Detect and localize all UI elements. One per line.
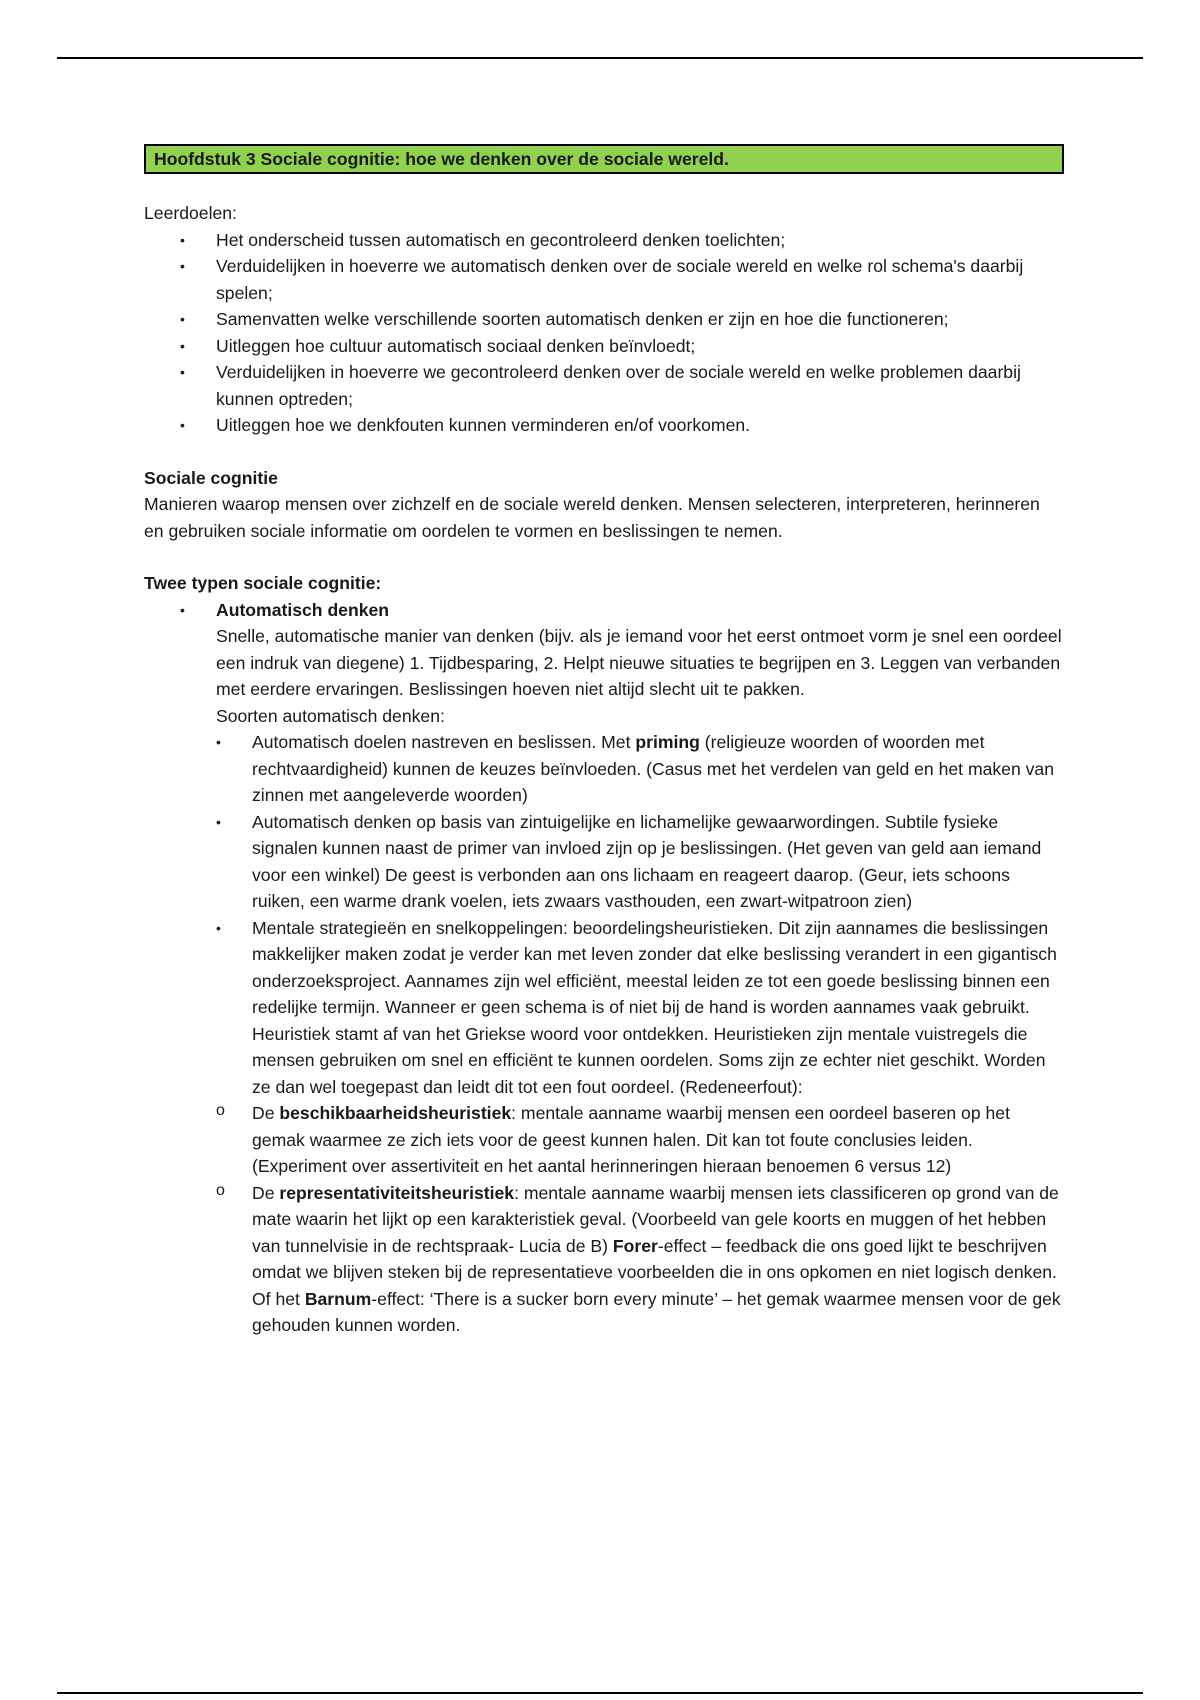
footer-rule [57, 1692, 1143, 1694]
sociale-cognitie-text: Manieren waarop mensen over zichzelf en de sociale wereld denken. Mensen selecteren, interpreteren, herinneren en gebruiken sociale informatie om oordelen te vormen en beslissingen te nemen. [144, 494, 1040, 541]
list-item: • Verduidelijken in hoeverre we gecontroleerd denken over de sociale wereld en welke problemen daarbij kunnen optreden; [144, 359, 1064, 412]
typen-list [144, 597, 1064, 1101]
bullet-icon: • [216, 919, 221, 936]
sociale-cognitie-heading: Sociale cognitie [144, 467, 278, 488]
list-item: • Uitleggen hoe cultuur automatisch sociaal denken beïnvloedt; [144, 333, 1064, 360]
leerdoelen-label: Leerdoelen: [144, 203, 237, 223]
list-item: • Uitleggen hoe we denkfouten kunnen verminderen en/of voorkomen. [144, 412, 1064, 439]
twee-typen-heading: Twee typen sociale cognitie: [144, 573, 382, 593]
list-item: • Samenvatten welke verschillende soorten automatisch denken er zijn en hoe die functioneren; [144, 306, 1064, 333]
automatisch-denken-text: Snelle, automatische manier van denken (bijv. als je iemand voor het eerst ontmoet vorm je snel een oordeel een indruk van diegene) 1. Tijdbesparing, 2. Helpt nieuwe situaties te begrijpen en 3. Leggen van verbanden met eerdere ervaringen. Beslissingen hoeven niet altijd slecht uit te pakken. [216, 626, 1062, 699]
list-item [144, 597, 1064, 1101]
automatisch-denken-heading: Automatisch denken [216, 599, 390, 620]
bullet-icon: • [180, 231, 185, 248]
term-forer: Forer [612, 1235, 658, 1256]
bullet-icon: • [180, 337, 185, 354]
list-item: • Automatisch doelen nastreven en beslissen. Met priming (religieuze woorden of woorden met rechtvaardigheid) kunnen de keuzes beïnvloeden. (Casus met het verdelen van geld en het maken van zinnen met aangeleverde woorden) [216, 729, 1064, 809]
list-item: o De beschikbaarheidsheuristiek: mentale aanname waarbij mensen een oordeel baseren op het gemak waarmee ze zich iets voor de geest kunnen halen. Dit kan tot foute conclusies leiden. (Experiment over assertiviteit en het aantal herinneringen hieraan benoemen 6 versus 12) [144, 1100, 1064, 1180]
list-item: o De representativiteitsheuristiek: mentale aanname waarbij mensen iets classificeren op grond van de mate waarin het lijkt op een karakteristiek geval. (Voorbeeld van gele koorts en muggen of het hebben van tunnelvisie in de rechtspraak- Lucia de B) Forer-effect – feedback die ons goed lijkt te beschrijven omdat we blijven steken bij de representatieve voorbeelden die in ons opkomen en niet logisch denken. Of het Barnum-effect: ‘There is a sucker born every minute’ – het gemak waarmee mensen voor de gek gehouden kunnen worden. [144, 1180, 1064, 1339]
heuristieken-list [144, 1100, 1064, 1339]
list-item: • Het onderscheid tussen automatisch en gecontroleerd denken toelichten; [144, 227, 1064, 254]
bullet-icon: • [180, 311, 185, 327]
term-priming: priming [635, 732, 700, 752]
document-body [144, 144, 1064, 1339]
bullet-icon: • [216, 813, 221, 830]
chapter-title: Hoofdstuk 3 Sociale cognitie: hoe we denken over de sociale wereld. [144, 144, 1064, 174]
list-item: • Automatisch denken op basis van zintuigelijke en lichamelijke gewaarwordingen. Subtile fysieke signalen kunnen naast de primer van invloed zijn op je beslissingen. (Het geven van geld aan iemand voor een winkel) De geest is verbonden aan ons lichaam en reageert daarop. (Geur, iets schoons ruiken, een warme drank voelen, iets zwaars vasthouden, een zwart-witpatroon zien) [216, 809, 1064, 915]
list-item: • Verduidelijken in hoeverre we automatisch denken over de sociale wereld en welke rol schema's daarbij spelen; [144, 253, 1064, 306]
bullet-icon: • [180, 601, 185, 618]
circle-bullet-icon: o [216, 1102, 225, 1119]
list-item: • Mentale strategieën en snelkoppelingen: beoordelingsheuristieken. Dit zijn aannames die beslissingen makkelijker maken zodat je verder kan met leven zonder dat elke beslissing verandert in een gigantisch onderzoeksproject. Aannames zijn wel efficiënt, meestal leiden ze tot een goede beslissing binnen een redelijke termijn. Wanneer er geen schema is of niet bij de hand is worden aannames vaak gebruikt. Heuristiek stamt af van het Griekse woord voor ontdekken. Heuristieken zijn mentale vuistregels die mensen gebruiken om snel en efficiënt te kunnen oordelen. Soms zijn ze echter niet geschikt. Worden ze dan wel toegepast dan leidt dit tot een fout oordeel. (Redeneerfout): [216, 915, 1064, 1101]
bullet-icon: • [180, 417, 185, 433]
circle-bullet-icon: o [216, 1181, 225, 1199]
header-rule [57, 57, 1143, 59]
bullet-icon: • [180, 258, 185, 274]
bullet-icon: • [180, 364, 185, 380]
term-barnum: Barnum [304, 1288, 372, 1309]
soorten-list [216, 729, 1064, 1100]
term-representativiteitsheuristiek: representativiteitsheuristiek [279, 1182, 515, 1203]
leerdoelen-list [144, 227, 1064, 439]
bullet-icon: • [216, 734, 221, 750]
term-beschikbaarheidsheuristiek: beschikbaarheidsheuristiek [279, 1103, 512, 1123]
soorten-label: Soorten automatisch denken: [216, 705, 445, 726]
